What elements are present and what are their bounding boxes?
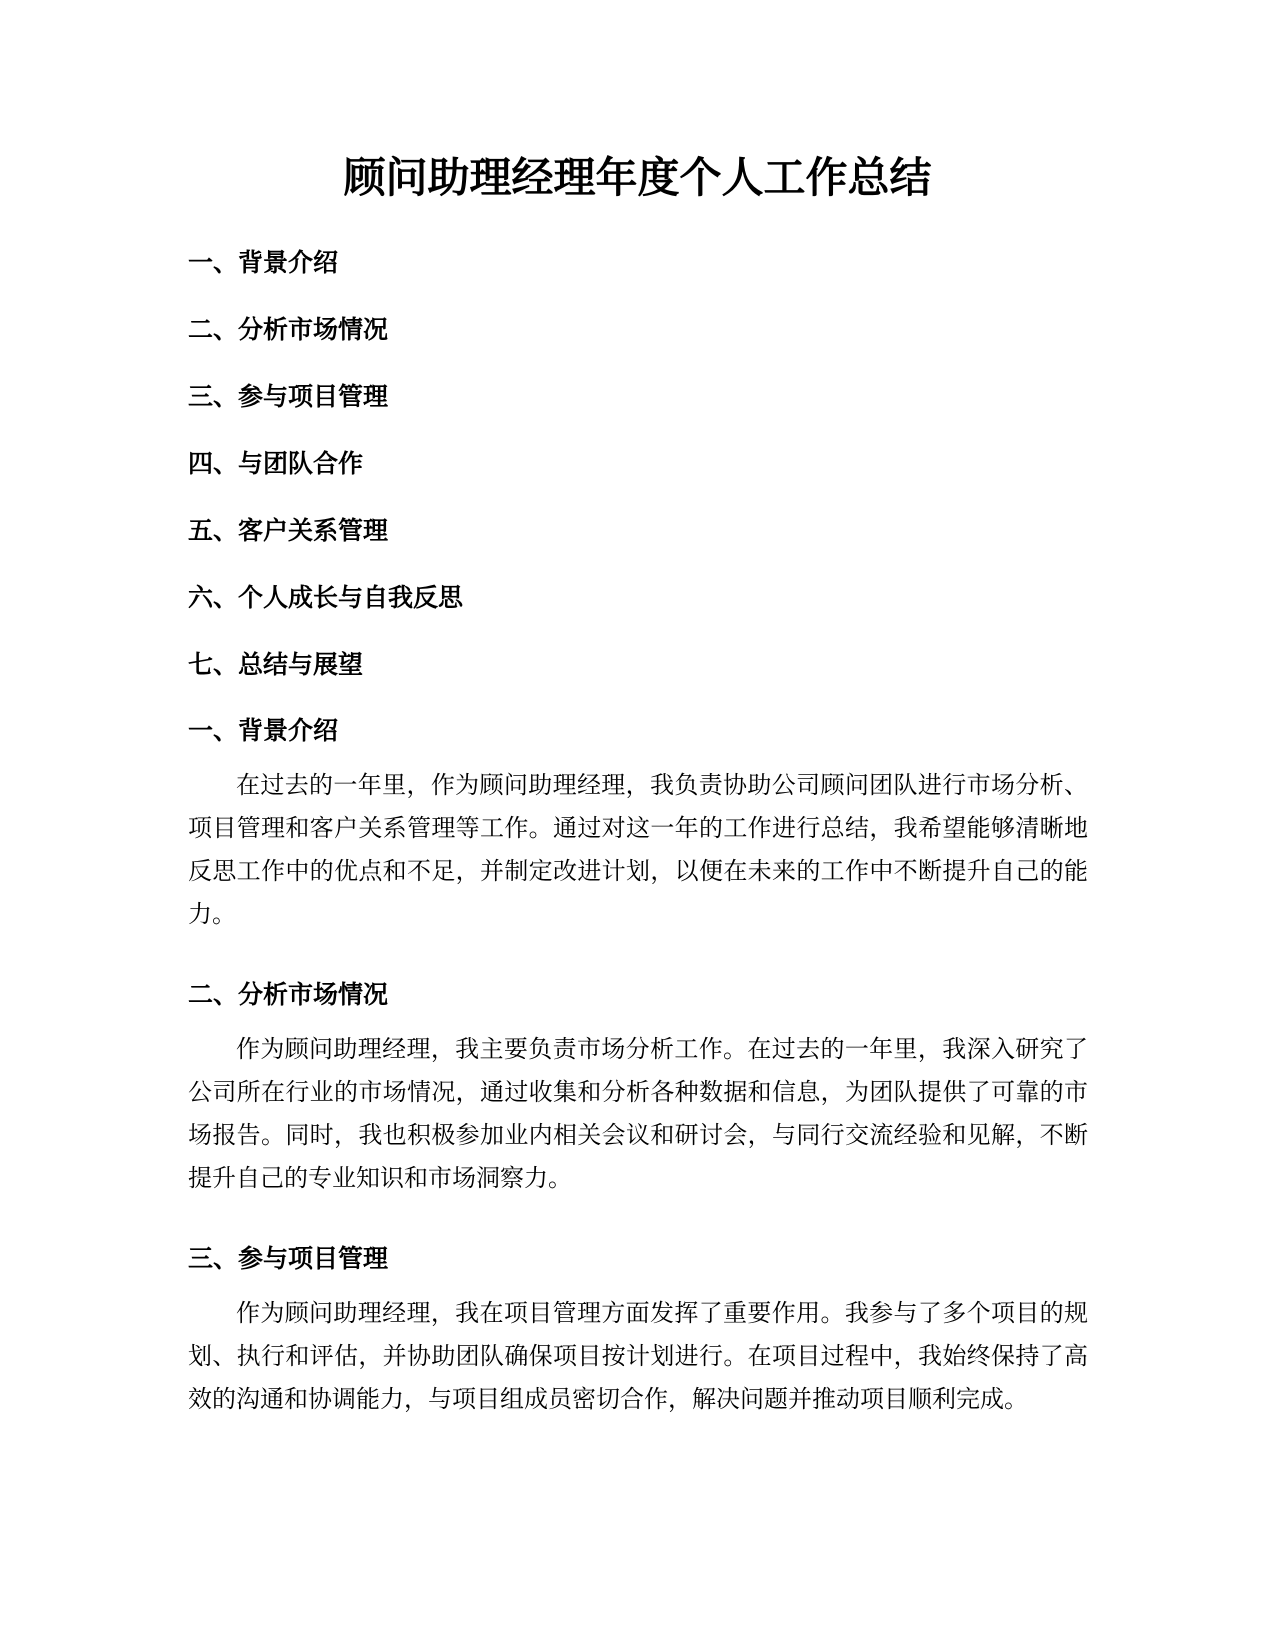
- section-background: [188, 714, 1088, 936]
- table-of-contents: [188, 246, 1088, 715]
- section-heading: 一、背景介绍: [188, 716, 339, 745]
- toc-item: 六、个人成长与自我反思: [188, 583, 464, 612]
- toc-item: 七、总结与展望: [188, 650, 364, 679]
- toc-item: 二、分析市场情况: [188, 315, 389, 344]
- toc-item: 三、参与项目管理: [188, 382, 389, 411]
- toc-item: 四、与团队合作: [188, 449, 364, 478]
- section-project-management: [188, 1242, 1088, 1421]
- section-paragraph: 作为顾问助理经理，我主要负责市场分析工作。在过去的一年里，我深入研究了公司所在行业的市场情况，通过收集和分析各种数据和信息，为团队提供了可靠的市场报告。同时，我也积极参加业内相关会议和研讨会，与同行交流经验和见解，不断提升自己的专业知识和市场洞察力。: [188, 1035, 1088, 1192]
- section-paragraph: 在过去的一年里，作为顾问助理经理，我负责协助公司顾问团队进行市场分析、项目管理和客户关系管理等工作。通过对这一年的工作进行总结，我希望能够清晰地反思工作中的优点和不足，并制定改进计划，以便在未来的工作中不断提升自己的能力。: [188, 771, 1088, 928]
- toc-item: 五、客户关系管理: [188, 516, 389, 545]
- section-paragraph: 作为顾问助理经理，我在项目管理方面发挥了重要作用。我参与了多个项目的规划、执行和评估，并协助团队确保项目按计划进行。在项目过程中，我始终保持了高效的沟通和协调能力，与项目组成员密切合作，解决问题并推动项目顺利完成。: [188, 1299, 1088, 1413]
- section-heading: 三、参与项目管理: [188, 1244, 389, 1273]
- section-market-analysis: [188, 978, 1088, 1200]
- document-title: 顾问助理经理年度个人工作总结: [343, 153, 932, 202]
- toc-item: 一、背景介绍: [188, 248, 339, 277]
- section-heading: 二、分析市场情况: [188, 980, 389, 1009]
- document-body: [188, 714, 1088, 1463]
